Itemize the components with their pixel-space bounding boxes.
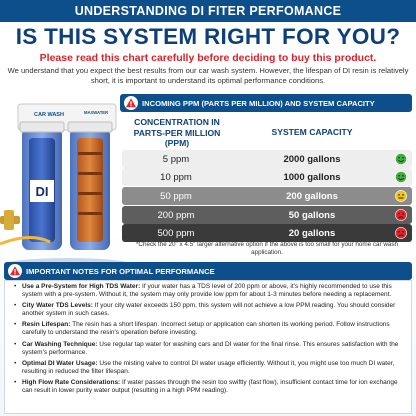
header-title: UNDERSTANDING DI FITER PERFOMANCE [74, 4, 342, 18]
note-text: If your water has a TDS level of 200 ppm or above, it's highly recommended to use this system with a pre-system. Without it, the system may only provide low ppm for about 1-3 minutes before needing a replacement. [22, 283, 392, 299]
notes-header-text: IMPORTANT NOTES FOR OPTIMAL PERFORMANCE [26, 266, 215, 276]
cartridge-label-text: DI [35, 184, 49, 199]
notes-header [4, 262, 412, 280]
capacity-value: 50 gallons [288, 209, 336, 221]
notes-list [14, 283, 408, 398]
happy-face-icon [395, 153, 407, 165]
note-text: The resin has a short lifespan. Incorrect setup or application can shorten its working period. Follow instructions carefully to understand the resin's operation before investing. [22, 321, 390, 337]
column-header-ppm: CONCENTRATION IN PARTS-PER MILLION (PPM) [133, 117, 221, 148]
page-subhead: Please read this chart carefully before deciding to buy this product. [39, 52, 377, 64]
capacity-row [122, 187, 412, 205]
ppm-value: 10 ppm [160, 171, 192, 183]
note-item [14, 283, 408, 299]
note-item [14, 379, 408, 395]
note-text: If your city water exceeds 150 ppm, this system will not achieve a low PPM reading. You should consider another system in such cases. [22, 302, 396, 318]
column-header-capacity: SYSTEM CAPACITY [271, 127, 353, 137]
capacity-value: 200 gallons [286, 190, 338, 202]
housing-label-text: CAR WASH [34, 112, 64, 118]
warning-icon [8, 264, 22, 278]
sad-face-icon [395, 227, 407, 239]
filter-system-image [0, 92, 126, 272]
warning-icon [124, 96, 138, 110]
ppm-value: 50 ppm [160, 190, 192, 202]
note-item [14, 341, 408, 357]
note-item [14, 321, 408, 337]
ppm-value: 5 ppm [162, 153, 190, 165]
note-title: Optimal DI Water Usage: [22, 359, 98, 367]
capacity-header-text: INCOMING PPM (PARTS PER MILLION) AND SYSTEM CAPACITY [142, 98, 375, 108]
header-bar [0, 0, 416, 22]
capacity-row [122, 224, 412, 242]
brand-text: MAXWATER [84, 110, 109, 115]
capacity-row [122, 206, 412, 224]
note-title: City Water TDS Levels: [22, 302, 93, 310]
note-item [14, 302, 408, 318]
capacity-row [122, 150, 412, 168]
note-text: If water passes through the resin too swiftly (fast flow), insufficient contact time for ion exchange can result in lower purity water output (resulting in a high PPM reading). [22, 378, 398, 395]
capacity-value: 2000 gallons [283, 153, 341, 165]
capacity-value: 1000 gallons [283, 171, 341, 183]
note-title: High Flow Rate Considerations: [22, 378, 121, 386]
note-text: Use the misting valve to control DI water usage efficiently. Without it, you might use too much DI water, resulting in reduced the filter lifespan. [22, 359, 395, 375]
note-title: Car Washing Technique: [22, 340, 98, 348]
neutral-face-icon [395, 190, 407, 202]
capacity-row [122, 168, 412, 186]
capacity-header [120, 94, 412, 112]
note-item [14, 360, 408, 376]
capacity-value: 20 gallons [288, 227, 336, 239]
capacity-note: *Check the 20" x 4.5" larger alternative option if the above is too small for your home car wash application. [135, 241, 399, 256]
note-text: Use regular tap water for washing cars and DI water for the final rinse. This ensures satisfaction with the system's performance. [22, 340, 399, 356]
happy-face-icon [395, 171, 407, 183]
page-headline: IS THIS SYSTEM RIGHT FOR YOU? [15, 24, 401, 49]
note-title: Resin Lifespan: [22, 321, 71, 329]
intro-paragraph: We understand that you expect the best results from our car wash system. However, the lifespan of DI resin is relatively short, it is important to understand its optimal performance conditions. [7, 66, 409, 85]
sad-face-icon [395, 209, 407, 221]
ppm-value: 200 ppm [157, 209, 195, 221]
note-title: Use a Pre-System for High TDS Water: [22, 283, 141, 290]
ppm-value: 500 ppm [157, 227, 195, 239]
